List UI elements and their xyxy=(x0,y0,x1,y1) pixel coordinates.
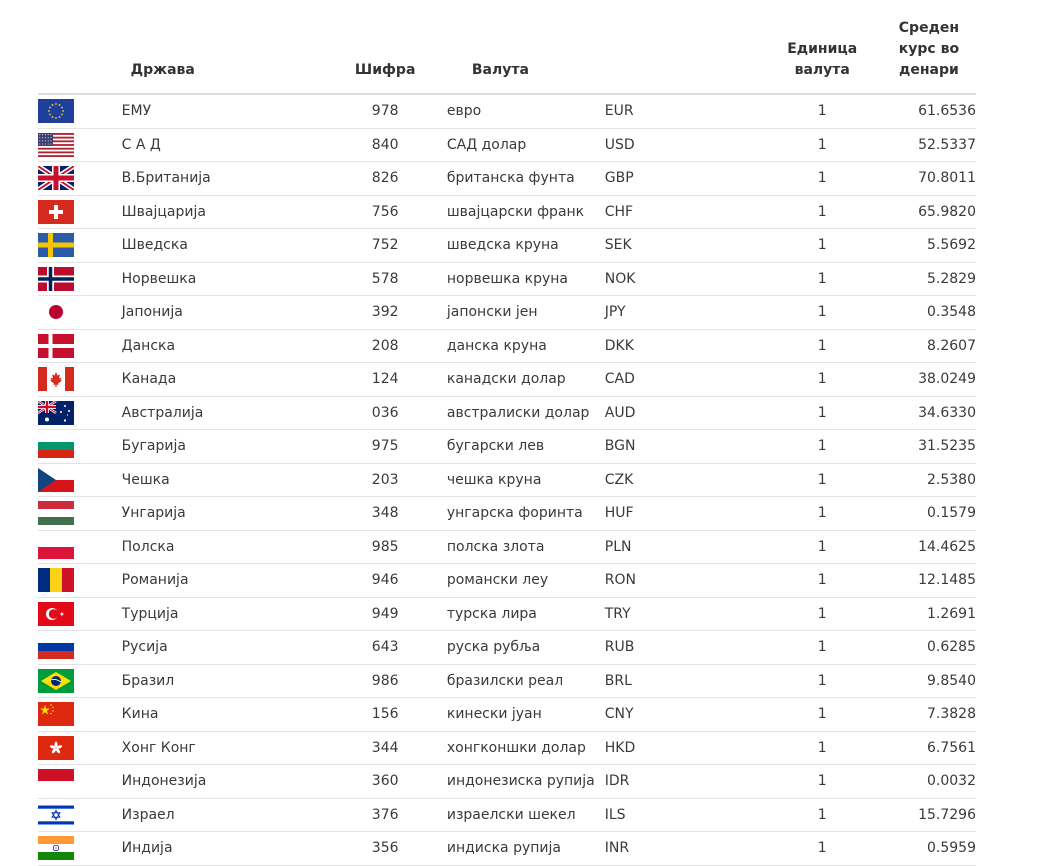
flag-il-icon xyxy=(38,803,74,827)
rate-cell: 0.5959 xyxy=(882,832,976,866)
currency-name-cell: кинески јуан xyxy=(447,698,605,732)
currency-name-cell: данска круна xyxy=(447,329,605,363)
unit-cell: 1 xyxy=(763,731,882,765)
country-cell: Австралија xyxy=(122,396,324,430)
flag-cell xyxy=(38,128,122,162)
unit-cell: 1 xyxy=(763,95,882,128)
rate-cell: 2.5380 xyxy=(882,463,976,497)
code-cell: 986 xyxy=(323,664,446,698)
flag-cell xyxy=(38,95,122,128)
code-cell: 036 xyxy=(323,396,446,430)
code-cell: 356 xyxy=(323,832,446,866)
header-rate-line2: курс во xyxy=(898,41,960,57)
country-cell: Хонг Конг xyxy=(122,731,324,765)
code-cell: 578 xyxy=(323,262,446,296)
country-cell: Израел xyxy=(122,798,324,832)
flag-cell xyxy=(38,597,122,631)
currency-code-cell: SEK xyxy=(605,229,763,263)
table-row xyxy=(38,329,976,363)
code-cell: 392 xyxy=(323,296,446,330)
country-cell: Швајцарија xyxy=(122,195,324,229)
country-cell: Русија xyxy=(122,631,324,665)
currency-code-cell: CNY xyxy=(605,698,763,732)
country-cell: ЕМУ xyxy=(122,95,324,128)
currency-code-cell: TRY xyxy=(605,597,763,631)
table-row xyxy=(38,731,976,765)
currency-name-cell: романски леу xyxy=(447,564,605,598)
flag-cell xyxy=(38,765,122,799)
currency-name-cell: швајцарски франк xyxy=(447,195,605,229)
unit-cell: 1 xyxy=(763,765,882,799)
flag-cell xyxy=(38,731,122,765)
unit-cell: 1 xyxy=(763,195,882,229)
code-cell: 643 xyxy=(323,631,446,665)
flag-cell xyxy=(38,798,122,832)
flag-eu-icon xyxy=(38,99,74,123)
rate-cell: 5.2829 xyxy=(882,262,976,296)
unit-cell: 1 xyxy=(763,229,882,263)
flag-ca-icon xyxy=(38,367,74,391)
rate-cell: 0.3548 xyxy=(882,296,976,330)
currency-code-cell: ILS xyxy=(605,798,763,832)
header-rate-line3: денари xyxy=(899,62,959,78)
code-cell: 985 xyxy=(323,530,446,564)
flag-tr-icon xyxy=(38,602,74,626)
currency-name-cell: австралиски долар xyxy=(447,396,605,430)
table-row xyxy=(38,564,976,598)
unit-cell: 1 xyxy=(763,564,882,598)
flag-cell xyxy=(38,631,122,665)
flag-se-icon xyxy=(38,233,74,257)
code-cell: 360 xyxy=(323,765,446,799)
rate-cell: 12.1485 xyxy=(882,564,976,598)
currency-name-cell: шведска круна xyxy=(447,229,605,263)
unit-cell: 1 xyxy=(763,128,882,162)
flag-pl-icon xyxy=(38,535,74,559)
header-unit-line1: Единица xyxy=(787,41,858,57)
flag-id-icon xyxy=(38,769,74,793)
rate-cell: 1.2691 xyxy=(882,597,976,631)
table-row xyxy=(38,95,976,128)
currency-name-cell: унгарска форинта xyxy=(447,497,605,531)
flag-cell xyxy=(38,296,122,330)
flag-gb-icon xyxy=(38,166,74,190)
currency-code-cell: EUR xyxy=(605,95,763,128)
country-cell: Турција xyxy=(122,597,324,631)
flag-ch-icon xyxy=(38,200,74,224)
flag-us-icon xyxy=(38,133,74,157)
currency-code-cell: RON xyxy=(605,564,763,598)
code-cell: 208 xyxy=(323,329,446,363)
rate-cell: 70.8011 xyxy=(882,162,976,196)
rate-cell: 52.5337 xyxy=(882,128,976,162)
currency-name-cell: турска лира xyxy=(447,597,605,631)
rate-cell: 61.6536 xyxy=(882,95,976,128)
unit-cell: 1 xyxy=(763,296,882,330)
currency-code-cell: BGN xyxy=(605,430,763,464)
table-row xyxy=(38,497,976,531)
flag-dk-icon xyxy=(38,334,74,358)
currency-code-cell: HKD xyxy=(605,731,763,765)
table-row xyxy=(38,832,976,866)
currency-code-cell: DKK xyxy=(605,329,763,363)
flag-jp-icon xyxy=(38,300,74,324)
rate-cell: 38.0249 xyxy=(882,363,976,397)
unit-cell: 1 xyxy=(763,497,882,531)
table-row xyxy=(38,698,976,732)
table-row xyxy=(38,296,976,330)
flag-cell xyxy=(38,832,122,866)
country-cell: Унгарија xyxy=(122,497,324,531)
rate-cell: 0.6285 xyxy=(882,631,976,665)
unit-cell: 1 xyxy=(763,597,882,631)
flag-au-icon xyxy=(38,401,74,425)
table-row xyxy=(38,430,976,464)
currency-code-cell: HUF xyxy=(605,497,763,531)
flag-cell xyxy=(38,530,122,564)
unit-cell: 1 xyxy=(763,262,882,296)
unit-cell: 1 xyxy=(763,798,882,832)
currency-name-cell: полска злота xyxy=(447,530,605,564)
exchange-rate-table xyxy=(38,0,976,866)
table-row xyxy=(38,631,976,665)
country-cell: Индија xyxy=(122,832,324,866)
currency-name-cell: руска рубља xyxy=(447,631,605,665)
header-flag-cell xyxy=(38,0,122,94)
code-cell: 752 xyxy=(323,229,446,263)
country-cell: Полска xyxy=(122,530,324,564)
country-cell: Бразил xyxy=(122,664,324,698)
currency-name-cell: британска фунта xyxy=(447,162,605,196)
header-unit-line2: валута xyxy=(794,62,850,78)
flag-no-icon xyxy=(38,267,74,291)
currency-name-cell: евро xyxy=(447,95,605,128)
code-cell: 756 xyxy=(323,195,446,229)
flag-br-icon xyxy=(38,669,74,693)
table-row xyxy=(38,664,976,698)
unit-cell: 1 xyxy=(763,363,882,397)
country-cell: Данска xyxy=(122,329,324,363)
code-cell: 840 xyxy=(323,128,446,162)
code-cell: 348 xyxy=(323,497,446,531)
currency-name-cell: индиска рупија xyxy=(447,832,605,866)
currency-code-cell: USD xyxy=(605,128,763,162)
unit-cell: 1 xyxy=(763,664,882,698)
flag-cell xyxy=(38,162,122,196)
currency-name-cell: хонгконшки долар xyxy=(447,731,605,765)
code-cell: 344 xyxy=(323,731,446,765)
table-row xyxy=(38,463,976,497)
flag-cell xyxy=(38,698,122,732)
unit-cell: 1 xyxy=(763,463,882,497)
country-cell: В.Британија xyxy=(122,162,324,196)
flag-cell xyxy=(38,329,122,363)
rate-cell: 5.5692 xyxy=(882,229,976,263)
country-cell: Шведска xyxy=(122,229,324,263)
table-row xyxy=(38,195,976,229)
currency-name-cell: САД долар xyxy=(447,128,605,162)
unit-cell: 1 xyxy=(763,430,882,464)
rate-cell: 65.9820 xyxy=(882,195,976,229)
rate-cell: 14.4625 xyxy=(882,530,976,564)
currency-name-cell: израелски шекел xyxy=(447,798,605,832)
header-country xyxy=(122,0,324,94)
currency-name-cell: индонезиска рупија xyxy=(447,765,605,799)
flag-in-icon xyxy=(38,836,74,860)
currency-code-cell: IDR xyxy=(605,765,763,799)
flag-ro-icon xyxy=(38,568,74,592)
flag-cell xyxy=(38,664,122,698)
currency-code-cell: PLN xyxy=(605,530,763,564)
country-cell: С А Д xyxy=(122,128,324,162)
unit-cell: 1 xyxy=(763,329,882,363)
header-currency-label: Валута xyxy=(471,62,529,78)
table-row xyxy=(38,363,976,397)
code-cell: 203 xyxy=(323,463,446,497)
flag-bg-icon xyxy=(38,434,74,458)
table-row xyxy=(38,128,976,162)
table-header-row xyxy=(38,0,976,94)
currency-code-cell: INR xyxy=(605,832,763,866)
unit-cell: 1 xyxy=(763,698,882,732)
currency-code-cell: NOK xyxy=(605,262,763,296)
code-cell: 376 xyxy=(323,798,446,832)
code-cell: 946 xyxy=(323,564,446,598)
flag-hu-icon xyxy=(38,501,74,525)
flag-cell xyxy=(38,396,122,430)
country-cell: Кина xyxy=(122,698,324,732)
code-cell: 978 xyxy=(323,95,446,128)
code-cell: 826 xyxy=(323,162,446,196)
unit-cell: 1 xyxy=(763,530,882,564)
rate-cell: 8.2607 xyxy=(882,329,976,363)
unit-cell: 1 xyxy=(763,832,882,866)
header-currency xyxy=(447,0,763,94)
rate-cell: 31.5235 xyxy=(882,430,976,464)
currency-name-cell: норвешка круна xyxy=(447,262,605,296)
flag-cell xyxy=(38,430,122,464)
table-row xyxy=(38,262,976,296)
currency-code-cell: BRL xyxy=(605,664,763,698)
currency-code-cell: CZK xyxy=(605,463,763,497)
country-cell: Канада xyxy=(122,363,324,397)
code-cell: 156 xyxy=(323,698,446,732)
rate-cell: 34.6330 xyxy=(882,396,976,430)
code-cell: 124 xyxy=(323,363,446,397)
table-row xyxy=(38,396,976,430)
currency-name-cell: канадски долар xyxy=(447,363,605,397)
rate-cell: 9.8540 xyxy=(882,664,976,698)
rate-cell: 15.7296 xyxy=(882,798,976,832)
currency-code-cell: JPY xyxy=(605,296,763,330)
currency-code-cell: AUD xyxy=(605,396,763,430)
flag-cz-icon xyxy=(38,468,74,492)
currency-code-cell: CHF xyxy=(605,195,763,229)
country-cell: Бугарија xyxy=(122,430,324,464)
flag-cell xyxy=(38,363,122,397)
rate-cell: 7.3828 xyxy=(882,698,976,732)
header-rate xyxy=(882,0,976,94)
currency-name-cell: бугарски лев xyxy=(447,430,605,464)
header-code-label: Шифра xyxy=(354,62,416,78)
currency-code-cell: RUB xyxy=(605,631,763,665)
table-row xyxy=(38,229,976,263)
flag-cell xyxy=(38,564,122,598)
flag-cell xyxy=(38,463,122,497)
rate-cell: 0.1579 xyxy=(882,497,976,531)
flag-cell xyxy=(38,262,122,296)
currency-code-cell: CAD xyxy=(605,363,763,397)
currency-name-cell: чешка круна xyxy=(447,463,605,497)
country-cell: Норвешка xyxy=(122,262,324,296)
rate-cell: 6.7561 xyxy=(882,731,976,765)
flag-cn-icon xyxy=(38,702,74,726)
flag-cell xyxy=(38,497,122,531)
header-code xyxy=(323,0,446,94)
table-row xyxy=(38,597,976,631)
table-row xyxy=(38,798,976,832)
country-cell: Јапонија xyxy=(122,296,324,330)
unit-cell: 1 xyxy=(763,396,882,430)
country-cell: Индонезија xyxy=(122,765,324,799)
flag-ru-icon xyxy=(38,635,74,659)
currency-code-cell: GBP xyxy=(605,162,763,196)
flag-hk-icon xyxy=(38,736,74,760)
table-row xyxy=(38,162,976,196)
table-row xyxy=(38,765,976,799)
country-cell: Романија xyxy=(122,564,324,598)
rate-cell: 0.0032 xyxy=(882,765,976,799)
country-cell: Чешка xyxy=(122,463,324,497)
currency-name-cell: бразилски реал xyxy=(447,664,605,698)
table-row xyxy=(38,530,976,564)
header-country-label: Држава xyxy=(130,62,195,78)
header-rate-line1: Среден xyxy=(898,20,960,36)
unit-cell: 1 xyxy=(763,631,882,665)
code-cell: 975 xyxy=(323,430,446,464)
unit-cell: 1 xyxy=(763,162,882,196)
header-unit xyxy=(763,0,882,94)
flag-cell xyxy=(38,229,122,263)
flag-cell xyxy=(38,195,122,229)
code-cell: 949 xyxy=(323,597,446,631)
currency-name-cell: јапонски јен xyxy=(447,296,605,330)
